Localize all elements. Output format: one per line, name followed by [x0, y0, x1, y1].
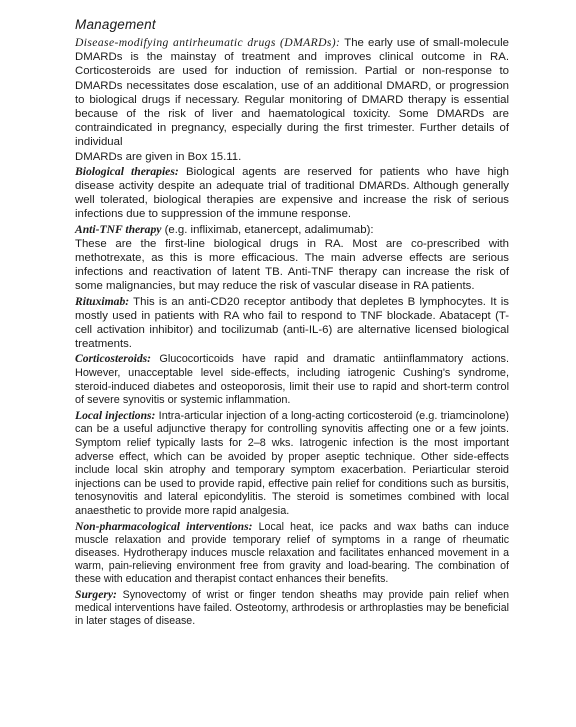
lead-anti-tnf: Anti-TNF therapy [75, 222, 162, 236]
lead-corticosteroids: Corticosteroids: [75, 352, 152, 366]
text-anti-tnf: These are the first-line biological drugs in RA. Most are co-prescribed with methotrexate, as this is more efficacious. The main adverse effects are serious infections and reactivation of latent TB. Anti-TNF therapy can increase the risk of some malignancies, but may reduce the risk of vascular disease in RA patients. [75, 237, 509, 293]
text-non-pharmacological: Local heat, ice packs and wax baths can induce muscle relaxation and provide temporary relief of symptoms in a range of rheumatic diseases. Hydrotherapy induces muscle relaxation and facilitates enhanced movement in a warm, pain-relieving environment free from gravity and load-bearing. The combination of these with education and therapist contact enhances their benefits. [75, 520, 509, 586]
text-dmards: The early use of small-molecule DMARDs is the mainstay of treatment and improves clinical outcome in RA. Corticosteroids are used for induction of remission. Partial or non-response to DMARDs necessitates dose escalation, use of an additional DMARD, or progression to biological drugs if necessary. Regular monitoring of DMARD therapy is essential because of the risk of liver and haematological toxicity. Some DMARDs are contraindicated in pregnancy, especially during the first trimester. Further details of individual [75, 37, 510, 149]
text-corticosteroids: Glucocorticoids have rapid and dramatic antiinflammatory actions. However, unacceptable level side-effects, including iatrogenic Cushing's syndrome, steroid-induced diabetes and osteoporosis, limit their use to rapid and short-term control of severe synovitis or systemic inflammation. [75, 353, 509, 407]
text-rituximab: This is an anti-CD20 receptor antibody that depletes B lymphocytes. It is mostly used in patients with RA who fail to respond to TNF blockade. Abatacept (T-cell activation inhibitor) and tocilizumab (anti-IL-6) are alternative licensed biological treatments. [75, 295, 509, 351]
paragraph-local-injections [75, 409, 509, 519]
text-local-injections: Intra-articular injection of a long-acting corticosteroid (e.g. triamcinolone) can be a useful adjunctive therapy for controlling synovitis affecting one or a few joints. Symptom relief typically lasts for 2–8 wks. Iatrogenic infection is the most important adverse effect, which can be avoided by proper aseptic technique. Other side-effects include local skin atrophy and temporary symptom exacerbation. Periarticular steroid injections can be used to provide rapid, effective pain relief for conditions such as bursitis, tenosynovitis and lateral epicondylitis. The steroid is sometimes combined with local anaesthetic to provide more rapid analgesia. [75, 409, 509, 517]
paragraph-surgery [75, 588, 509, 629]
lead-dmards: Disease-modifying antirheumatic drugs (DMARDs): [75, 36, 341, 49]
lead-local-injections: Local injections: [75, 408, 156, 422]
paragraph-biological [75, 165, 509, 222]
paragraph-rituximab [75, 295, 509, 352]
paragraph-non-pharmacological [75, 520, 509, 587]
text-biological: Biological agents are reserved for patients who have high disease activity despite an adequate trial of traditional DMARDs. Although generally well tolerated, biological therapies are expensive and increase the risk of serious infections due to suppression of the immune response. [75, 165, 509, 221]
anti-tnf-examples: (e.g. infliximab, etanercept, adalimumab): [161, 223, 374, 236]
text-dmards-box-ref: DMARDs are given in Box 15.11. [75, 150, 242, 163]
paragraph-dmards [75, 36, 509, 164]
text-surgery: Synovectomy of wrist or finger tendon sheaths may provide pain relief when medical interventions have failed. Osteotomy, arthrodesis or arthroplasties may be beneficial in later stages of disease. [75, 588, 509, 628]
lead-non-pharmacological: Non-pharmacological interventions: [75, 519, 253, 533]
document-page [75, 16, 509, 629]
lead-rituximab: Rituximab: [75, 294, 130, 308]
section-heading: Management [75, 17, 156, 32]
lead-surgery: Surgery: [75, 587, 117, 601]
paragraph-corticosteroids [75, 352, 509, 407]
paragraph-anti-tnf [75, 223, 509, 294]
lead-biological: Biological therapies: [75, 164, 179, 178]
